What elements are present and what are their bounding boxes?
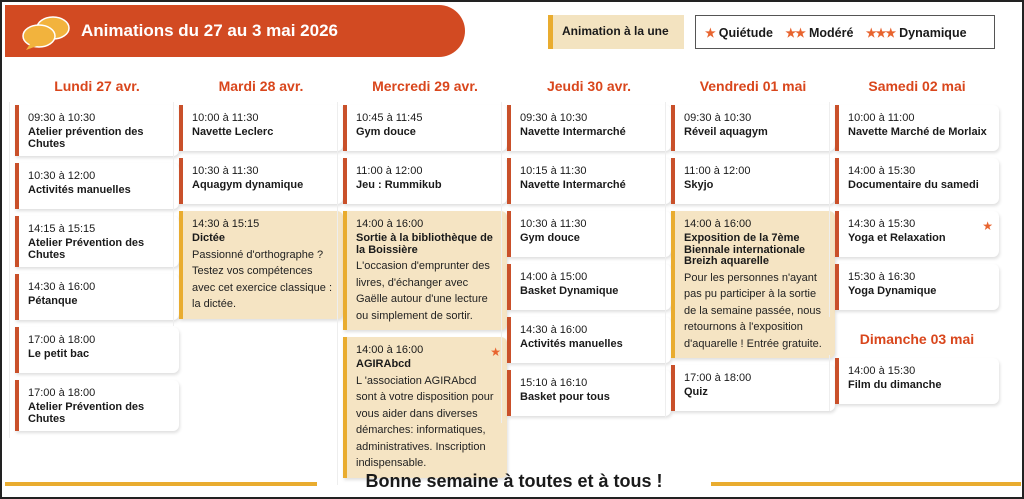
event-name: Exposition de la 7ème Biennale internationale Breizh aquarelle: [684, 232, 806, 267]
event-time: 14:30 à 15:30: [848, 218, 916, 230]
event-card: [507, 264, 671, 310]
event-card: [835, 158, 999, 204]
day-column-dimanche: [835, 358, 999, 411]
event-time: 17:00 à 18:00: [684, 372, 752, 384]
day-column-samedi: [835, 105, 999, 317]
day-title-lundi: Lundi 27 avr.: [54, 78, 140, 94]
event-name: Sortie à la bibliothèque de la Boissière: [356, 232, 493, 256]
event-time: 14:00 à 15:00: [520, 271, 588, 283]
event-name: Basket Dynamique: [520, 285, 619, 297]
event-name: Le petit bac: [28, 348, 90, 360]
event-card: [671, 105, 835, 151]
event-time: 10:30 à 11:30: [192, 165, 259, 177]
day-title-mercredi: Mercredi 29 avr.: [372, 78, 478, 94]
event-card: [15, 274, 179, 320]
star-icon: ★: [982, 219, 993, 233]
footer-divider-left: [5, 482, 317, 486]
event-description: L'occasion d'emprunter des livres, d'échanger avec Gaëlle autour d'une lecture ou simplement de sortir.: [356, 260, 490, 322]
event-time: 17:00 à 18:00: [28, 334, 96, 346]
event-name: Yoga Dynamique: [848, 285, 937, 297]
day-column-lundi: [15, 105, 179, 438]
event-description: Pour les personnes n'ayant pas pu participer à la sortie de la semaine passée, nous retournons à l'exposition d'aquarelle ! Entrée gratuite.: [684, 271, 822, 350]
event-time: 14:00 à 15:30: [848, 365, 916, 377]
legend-label: Modéré: [808, 26, 854, 40]
event-description: Passionné d'orthographe ? Testez vos compétences avec cet exercice classique : la dictée.: [192, 248, 333, 310]
event-card: [343, 337, 507, 478]
event-card: [507, 317, 671, 363]
event-card: [15, 327, 179, 373]
event-time: 10:30 à 11:30: [520, 218, 587, 230]
day-title-dimanche: Dimanche 03 mai: [859, 331, 975, 347]
event-card: [835, 358, 999, 404]
event-name: Navette Leclerc: [192, 126, 274, 138]
event-name: Film du dimanche: [848, 379, 942, 391]
event-time: 11:00 à 12:00: [356, 165, 423, 177]
event-name: Atelier Prévention des Chutes: [28, 237, 145, 261]
event-name: Gym douce: [356, 126, 416, 138]
event-card: [507, 158, 671, 204]
event-card: [835, 264, 999, 310]
star-icon: ★: [705, 26, 715, 40]
event-card: [15, 380, 179, 431]
event-time: 10:00 à 11:30: [192, 112, 259, 124]
event-time: 09:30 à 10:30: [684, 112, 752, 124]
event-name: Aquagym dynamique: [192, 179, 304, 191]
event-name: Basket pour tous: [520, 391, 610, 403]
event-card: [835, 211, 999, 257]
legend-label: Quiétude: [718, 26, 773, 40]
event-name: Pétanque: [28, 295, 78, 307]
event-card: [671, 211, 835, 358]
page-title: Animations du 27 au 3 mai 2026: [81, 21, 338, 40]
event-time: 14:15 à 15:15: [28, 223, 96, 235]
event-name: Documentaire du samedi: [848, 179, 979, 191]
event-name: Dictée: [192, 232, 226, 244]
star-icon: ★: [490, 345, 501, 359]
event-card: [671, 158, 835, 204]
event-name: AGIRAbcd: [356, 358, 411, 370]
event-name: Quiz: [684, 386, 708, 398]
event-card: [179, 105, 343, 151]
event-card: [507, 211, 671, 257]
event-time: 11:00 à 12:00: [684, 165, 751, 177]
event-time: 14:30 à 16:00: [28, 281, 96, 293]
featured-legend: Animation à la une: [548, 15, 684, 49]
event-name: Atelier Prévention des Chutes: [28, 401, 145, 425]
legend-label: Dynamique: [899, 26, 967, 40]
event-card: [507, 105, 671, 151]
event-name: Atelier prévention des Chutes: [28, 126, 144, 150]
event-time: 14:00 à 15:30: [848, 165, 916, 177]
day-column-jeudi: [507, 105, 671, 423]
event-time: 17:00 à 18:00: [28, 387, 96, 399]
day-column-vendredi: [671, 105, 835, 418]
day-title-vendredi: Vendredi 01 mai: [699, 78, 807, 94]
day-title-mardi: Mardi 28 avr.: [218, 78, 304, 94]
intensity-legend: [695, 15, 995, 49]
event-card: [15, 105, 179, 156]
event-time: 15:10 à 16:10: [520, 377, 588, 389]
event-name: Navette Marché de Morlaix: [848, 126, 987, 138]
event-card: [179, 211, 343, 319]
event-name: Skyjo: [684, 179, 714, 191]
star-icon: ★★★: [865, 26, 896, 40]
event-time: 10:00 à 11:00: [848, 112, 915, 124]
event-name: Navette Intermarché: [520, 126, 626, 138]
event-name: Navette Intermarché: [520, 179, 626, 191]
event-card: [835, 105, 999, 151]
event-time: 10:15 à 11:30: [520, 165, 587, 177]
legend-quietude: [705, 26, 773, 40]
footer-message: Bonne semaine à toutes et à tous !: [365, 471, 663, 491]
event-time: 14:00 à 16:00: [356, 344, 424, 356]
event-time: 15:30 à 16:30: [848, 271, 916, 283]
day-column-mercredi: [343, 105, 507, 485]
event-name: Activités manuelles: [28, 184, 131, 196]
event-card: [507, 370, 671, 416]
event-card: [343, 158, 507, 204]
event-time: 14:00 à 16:00: [684, 218, 752, 230]
event-card: [179, 158, 343, 204]
event-card: [15, 216, 179, 267]
event-description: L 'association AGIRAbcd sont à votre disposition pour vous aider dans diverses démarches: informatiques, administratives. Inscription indispensable.: [356, 374, 494, 469]
event-time: 10:30 à 12:00: [28, 170, 96, 182]
event-time: 09:30 à 10:30: [28, 112, 96, 124]
title-banner: [5, 5, 465, 57]
event-time: 14:30 à 15:15: [192, 218, 260, 230]
chat-bubbles-icon: [22, 15, 72, 51]
footer-divider-right: [711, 482, 1021, 486]
event-card: [15, 163, 179, 209]
event-name: Jeu : Rummikub: [356, 179, 442, 191]
event-name: Gym douce: [520, 232, 580, 244]
legend-modere: [785, 26, 853, 40]
star-icon: ★★: [785, 26, 805, 40]
event-time: 10:45 à 11:45: [356, 112, 423, 124]
event-name: Réveil aquagym: [684, 126, 768, 138]
event-name: Activités manuelles: [520, 338, 623, 350]
event-time: 09:30 à 10:30: [520, 112, 588, 124]
day-title-samedi: Samedi 02 mai: [868, 78, 966, 94]
day-column-mardi: [179, 105, 343, 326]
event-card: [343, 211, 507, 330]
event-card: [671, 365, 835, 411]
event-card: [343, 105, 507, 151]
event-time: 14:30 à 16:00: [520, 324, 588, 336]
day-title-jeudi: Jeudi 30 avr.: [546, 78, 632, 94]
event-name: Yoga et Relaxation: [848, 232, 946, 244]
legend-dynamique: [866, 26, 967, 40]
event-time: 14:00 à 16:00: [356, 218, 424, 230]
